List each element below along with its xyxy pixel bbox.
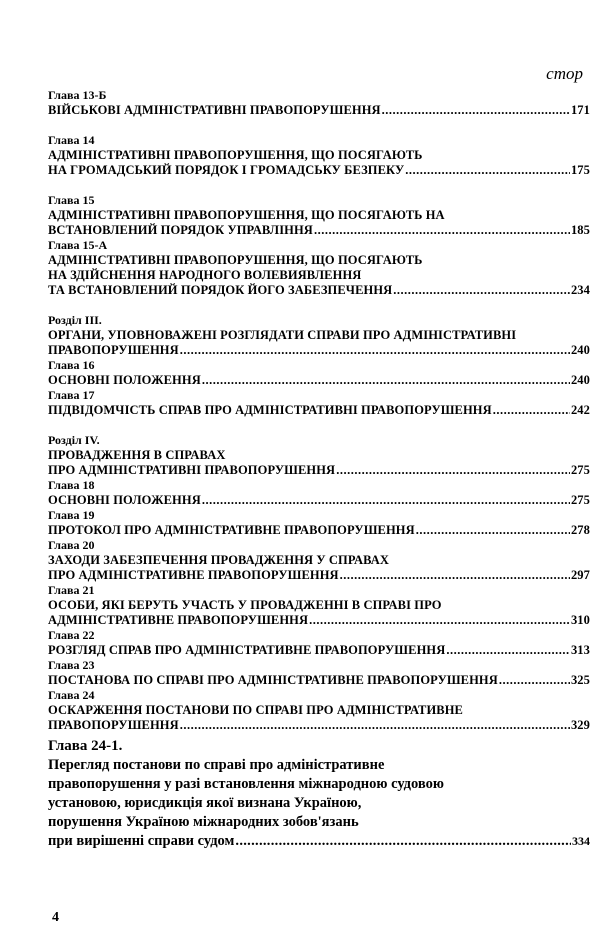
entry-page-number: 240 — [570, 343, 590, 357]
dot-leader — [309, 613, 570, 628]
entry-page-number: 275 — [570, 463, 590, 477]
toc-entry-21[interactable] — [48, 583, 590, 628]
toc-entry-23[interactable] — [48, 658, 590, 688]
entry-title-line: ОСНОВНІ ПОЛОЖЕННЯ ..... 275 — [48, 493, 590, 508]
entry-title-line: ПРОВАДЖЕННЯ В СПРАВАХ — [48, 448, 226, 462]
section-heading: Розділ ІІІ. — [48, 313, 102, 327]
dot-leader — [493, 403, 570, 418]
entry-heading: Глава 20 — [48, 538, 95, 552]
entry-title-line: ПОСТАНОВА ПО СПРАВІ ПРО АДМІНІСТРАТИВНЕ ПРАВОПОРУШЕННЯ ..... 325 — [48, 673, 590, 688]
toc-entry-24[interactable] — [48, 688, 590, 733]
toc-entry-14[interactable] — [48, 133, 590, 178]
entry-page-number: 185 — [570, 223, 590, 237]
entry-page-number: 334 — [572, 834, 590, 848]
dot-leader — [405, 163, 570, 178]
toc-entry-15a[interactable] — [48, 238, 590, 298]
entry-title-line: ОСОБИ, ЯКІ БЕРУТЬ УЧАСТЬ У ПРОВАДЖЕННІ В СПРАВІ ПРО — [48, 598, 442, 612]
entry-title-line: РОЗГЛЯД СПРАВ ПРО АДМІНІСТРАТИВНЕ ПРАВОПОРУШЕННЯ ..... 313 — [48, 643, 590, 658]
entry-title-line: ПРАВОПОРУШЕННЯ ..... 240 — [48, 343, 590, 358]
toc-entry-20[interactable] — [48, 538, 590, 583]
dot-leader — [202, 373, 570, 388]
entry-title-line: НА ЗДІЙСНЕННЯ НАРОДНОГО ВОЛЕВИЯВЛЕННЯ — [48, 268, 362, 282]
entry-page-number: 310 — [570, 613, 590, 627]
entry-page-number: 313 — [570, 643, 590, 657]
entry-title-line: порушення Україною міжнародних зобов'язань — [48, 814, 359, 830]
entry-title-line: Перегляд постанови по справі про адміністративне — [48, 757, 385, 773]
dot-leader — [382, 103, 570, 118]
entry-heading: Глава 14 — [48, 133, 95, 147]
entry-title-line: ВІЙСЬКОВІ АДМІНІСТРАТИВНІ ПРАВОПОРУШЕННЯ ..... 171 — [48, 103, 590, 118]
entry-heading: Глава 23 — [48, 658, 95, 672]
dot-leader — [416, 523, 570, 538]
entry-title-line: АДМІНІСТРАТИВНІ ПРАВОПОРУШЕННЯ, ЩО ПОСЯГАЮТЬ — [48, 253, 423, 267]
dot-leader — [393, 283, 570, 298]
entry-heading: Глава 22 — [48, 628, 95, 642]
toc-entry-17[interactable] — [48, 388, 590, 418]
dot-leader — [202, 493, 570, 508]
toc-section-3[interactable] — [48, 313, 590, 358]
entry-title-line: установою, юрисдикція якої визнана Україною, — [48, 795, 362, 811]
page-column-label: стор — [546, 64, 583, 83]
entry-title-line: ВСТАНОВЛЕНИЙ ПОРЯДОК УПРАВЛІННЯ ..... 185 — [48, 223, 590, 238]
entry-heading: Глава 16 — [48, 358, 95, 372]
table-of-contents — [48, 88, 590, 851]
toc-entry-16[interactable] — [48, 358, 590, 388]
toc-entry-13b[interactable] — [48, 88, 590, 118]
dot-leader — [336, 463, 570, 478]
entry-heading: Глава 19 — [48, 508, 95, 522]
toc-entry-24-1[interactable] — [48, 737, 590, 851]
entry-heading: Глава 18 — [48, 478, 95, 492]
entry-page-number: 325 — [570, 673, 590, 687]
dot-leader — [180, 343, 570, 358]
entry-title-line: ЗАХОДИ ЗАБЕЗПЕЧЕННЯ ПРОВАДЖЕННЯ У СПРАВАХ — [48, 553, 390, 567]
entry-page-number: 297 — [570, 568, 590, 582]
toc-entry-22[interactable] — [48, 628, 590, 658]
entry-heading: Глава 15-А — [48, 238, 108, 252]
toc-section-4[interactable] — [48, 433, 590, 478]
entry-title-line: ТА ВСТАНОВЛЕНИЙ ПОРЯДОК ЙОГО ЗАБЕЗПЕЧЕННЯ ..... 234 — [48, 283, 590, 298]
section-heading: Розділ IV. — [48, 433, 100, 447]
entry-title-line: ОСКАРЖЕННЯ ПОСТАНОВИ ПО СПРАВІ ПРО АДМІНІСТРАТИВНЕ — [48, 703, 463, 717]
entry-heading: Глава 15 — [48, 193, 95, 207]
entry-page-number: 234 — [570, 283, 590, 297]
entry-heading: Глава 17 — [48, 388, 95, 402]
toc-entry-18[interactable] — [48, 478, 590, 508]
entry-heading: Глава 13-Б — [48, 88, 107, 102]
entry-title-line: при вирішенні справи судом ..... 334 — [48, 832, 590, 851]
entry-title-line: АДМІНІСТРАТИВНЕ ПРАВОПОРУШЕННЯ ..... 310 — [48, 613, 590, 628]
entry-title-line: ПІДВІДОМЧІСТЬ СПРАВ ПРО АДМІНІСТРАТИВНІ ПРАВОПОРУШЕННЯ ..... 242 — [48, 403, 590, 418]
entry-title-line: ПРОТОКОЛ ПРО АДМІНІСТРАТИВНЕ ПРАВОПОРУШЕННЯ ..... 278 — [48, 523, 590, 538]
entry-page-number: 240 — [570, 373, 590, 387]
entry-page-number: 242 — [570, 403, 590, 417]
dot-leader — [446, 643, 570, 658]
entry-heading: Глава 24-1. — [48, 738, 123, 754]
entry-title-line: правопорушення у разі встановлення міжнародною судовою — [48, 776, 444, 792]
entry-title-line: АДМІНІСТРАТИВНІ ПРАВОПОРУШЕННЯ, ЩО ПОСЯГАЮТЬ НА — [48, 208, 445, 222]
entry-title-line: ОРГАНИ, УПОВНОВАЖЕНІ РОЗГЛЯДАТИ СПРАВИ ПРО АДМІНІСТРАТИВНІ — [48, 328, 517, 342]
page-number: 4 — [52, 910, 59, 925]
entry-title-line: ОСНОВНІ ПОЛОЖЕННЯ ..... 240 — [48, 373, 590, 388]
dot-leader — [499, 673, 570, 688]
entry-page-number: 278 — [570, 523, 590, 537]
entry-page-number: 171 — [570, 103, 590, 117]
dot-leader — [340, 568, 570, 583]
dot-leader — [180, 718, 570, 733]
entry-heading: Глава 21 — [48, 583, 95, 597]
entry-heading: Глава 24 — [48, 688, 95, 702]
dot-leader — [235, 832, 571, 851]
entry-title-line: ПРАВОПОРУШЕННЯ ..... 329 — [48, 718, 590, 733]
entry-title-line: ПРО АДМІНІСТРАТИВНІ ПРАВОПОРУШЕННЯ ..... 275 — [48, 463, 590, 478]
entry-page-number: 329 — [570, 718, 590, 732]
entry-page-number: 275 — [570, 493, 590, 507]
entry-title-line: ПРО АДМІНІСТРАТИВНЕ ПРАВОПОРУШЕННЯ ..... 297 — [48, 568, 590, 583]
entry-title-line: НА ГРОМАДСЬКИЙ ПОРЯДОК І ГРОМАДСЬКУ БЕЗПЕКУ ..... 175 — [48, 163, 590, 178]
toc-entry-15[interactable] — [48, 193, 590, 238]
dot-leader — [314, 223, 570, 238]
entry-page-number: 175 — [570, 163, 590, 177]
entry-title-line: АДМІНІСТРАТИВНІ ПРАВОПОРУШЕННЯ, ЩО ПОСЯГАЮТЬ — [48, 148, 423, 162]
toc-entry-19[interactable] — [48, 508, 590, 538]
